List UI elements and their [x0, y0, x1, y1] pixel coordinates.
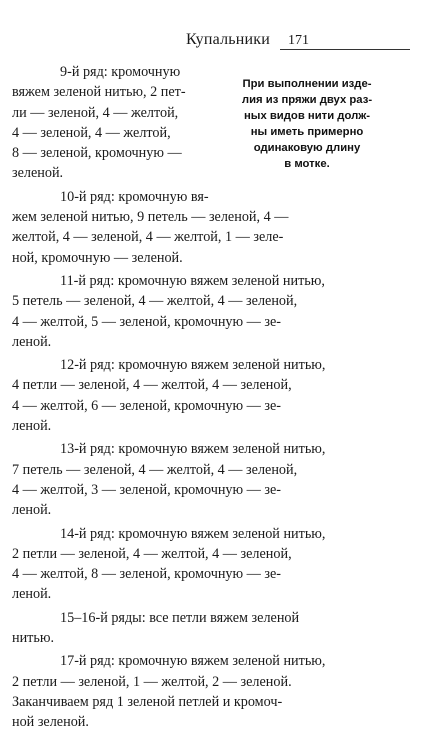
- text-line: леной.: [12, 418, 52, 435]
- text-line: 9-й ряд: кромочную: [60, 64, 181, 80]
- chapter-title: Купальники: [186, 31, 271, 48]
- paragraph: [12, 62, 386, 184]
- text-line: леной.: [12, 586, 52, 603]
- text-line: 5 петель — зеленой, 4 — желтой, 4 — зеленой,: [12, 293, 298, 310]
- text-line: 4 — желтой, 3 — зеленой, кромочную — зе-: [12, 481, 282, 498]
- text-line: ной зеленой.: [12, 714, 89, 731]
- sidenote-line: в мотке.: [284, 158, 330, 170]
- page-number: 171: [288, 33, 309, 48]
- text-line: ной, кромочную — зеленой.: [12, 249, 183, 266]
- text-line: 4 — желтой, 8 — зеленой, кромочную — зе-: [12, 566, 282, 583]
- text-line: 17-й ряд: кромочную вяжем зеленой нитью,: [60, 653, 326, 670]
- text-line: 14-й ряд: кромочную вяжем зеленой нитью,: [60, 525, 326, 542]
- text-line: вяжем зеленой нитью, 2 пет-: [12, 84, 186, 101]
- paragraph: [12, 651, 386, 732]
- text-line: 4 — желтой, 5 — зеленой, кромочную — зе-: [12, 313, 282, 330]
- text-line: 10-й ряд: кромочную вя-: [60, 188, 209, 205]
- paragraph: [12, 439, 386, 520]
- text-line: леной.: [12, 333, 52, 350]
- running-header: [160, 30, 410, 50]
- text-line: 15–16-й ряды: все петли вяжем зеленой: [60, 609, 300, 626]
- header-rule: [280, 49, 410, 50]
- sidenote-line: При выполнении изде-: [242, 78, 372, 90]
- text-line: 2 петли — зеленой, 4 — желтой, 4 — зеленой,: [12, 545, 292, 562]
- paragraph: [12, 271, 386, 352]
- text-line: желтой, 4 — зеленой, 4 — желтой, 1 — зеле-: [12, 229, 284, 246]
- paragraph: [12, 608, 386, 649]
- text-line: зеленой.: [12, 165, 64, 182]
- sidenote-line: ны иметь примерно: [250, 126, 364, 138]
- text-line: 4 — желтой, 6 — зеленой, кромочную — зе-: [12, 397, 282, 414]
- text-line: 8 — зеленой, кромочную —: [12, 145, 182, 162]
- paragraph: [12, 355, 386, 436]
- text-line: жем зеленой нитью, 9 петель — зеленой, 4 —: [12, 209, 289, 226]
- paragraph: [12, 187, 386, 268]
- text-line: 2 петли — зеленой, 1 — желтой, 2 — зеленой.: [12, 673, 292, 690]
- text-line: 11-й ряд: кромочную вяжем зеленой нитью,: [60, 272, 325, 289]
- body-text: [12, 62, 386, 736]
- text-line: леной.: [12, 502, 52, 519]
- text-line: нитью.: [12, 630, 55, 647]
- text-line: 4 — зеленой, 4 — желтой,: [12, 124, 171, 141]
- text-line: Заканчиваем ряд 1 зеленой петлей и кромоч-: [12, 693, 283, 710]
- text-line: ли — зеленой, 4 — желтой,: [12, 104, 179, 121]
- text-line: 7 петель — зеленой, 4 — желтой, 4 — зеленой,: [12, 461, 298, 478]
- text-line: 12-й ряд: кромочную вяжем зеленой нитью,: [60, 357, 326, 374]
- text-line: 13-й ряд: кромочную вяжем зеленой нитью,: [60, 441, 326, 458]
- paragraph: [12, 524, 386, 605]
- sidenote-line: лия из пряжи двух раз-: [241, 94, 373, 106]
- text-line: 4 петли — зеленой, 4 — желтой, 4 — зеленой,: [12, 377, 292, 394]
- sidenote-line: одинаковую длину: [253, 142, 361, 154]
- sidenote-line: ных видов нити долж-: [243, 110, 371, 122]
